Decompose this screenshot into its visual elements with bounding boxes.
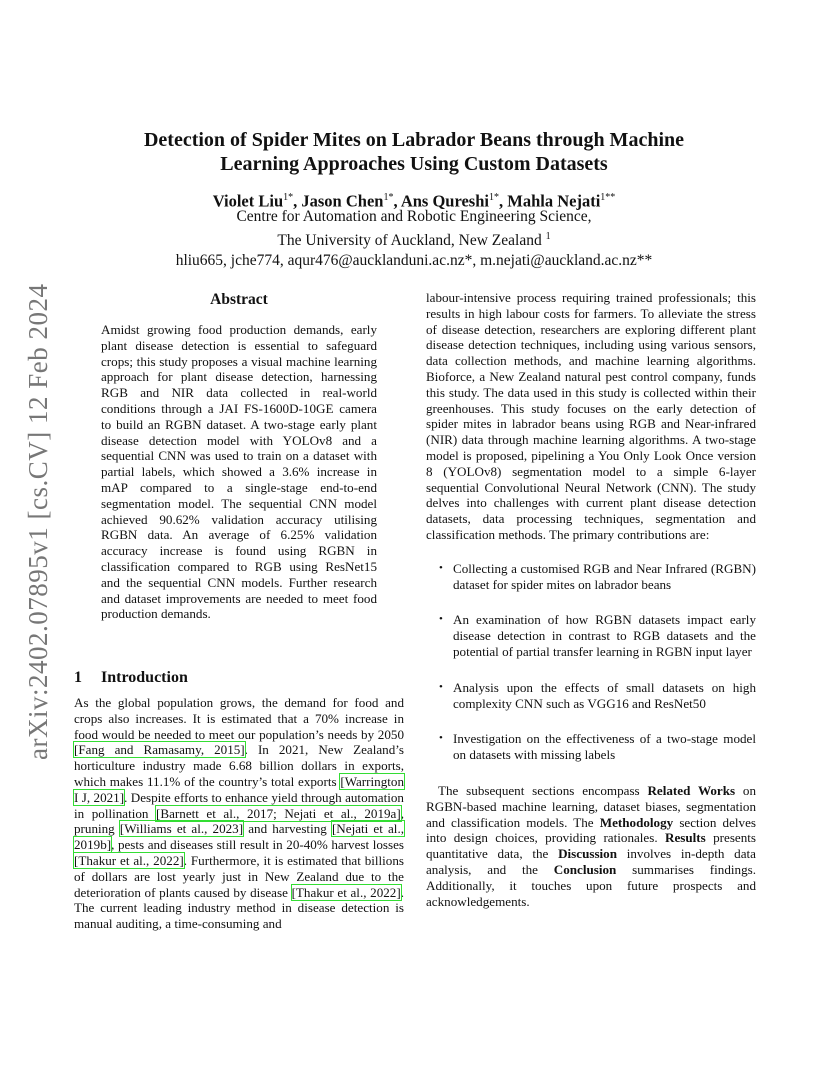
list-item: • Investigation on the effectiveness of a two-stage model on datasets with missing labels — [439, 731, 756, 763]
author-3: Ans Qureshi — [400, 191, 489, 211]
author-3-mark: 1* — [489, 192, 499, 203]
bullet-icon: • — [439, 732, 443, 745]
citation-link[interactable]: [Fang and Ramasamy, 2015] — [74, 742, 245, 758]
author-2: Jason Chen — [301, 191, 384, 211]
author-4-mark: 1** — [600, 192, 616, 203]
author-4: Mahla Nejati — [507, 191, 601, 211]
abstract-heading: Abstract — [210, 291, 268, 308]
bullet-icon: • — [439, 561, 443, 574]
title-line-1: Detection of Spider Mites on Labrador Beans through Machine — [143, 129, 684, 151]
introduction-heading — [74, 668, 404, 688]
list-item: • Collecting a customised RGB and Near Infrared (RGBN) dataset for spider mites on labrador beans — [439, 560, 756, 592]
list-item: • Analysis upon the effects of small datasets on high complexity CNN such as VGG16 and ResNet50 — [439, 679, 756, 711]
citation-link[interactable]: [Barnett et al., 2017; Nejati et al., 2019a] — [156, 805, 401, 821]
author-emails: hliu665, jche774, aqur476@aucklanduni.ac.nz*, m.nejati@auckland.ac.nz** — [175, 252, 653, 270]
citation-link[interactable]: [Warrington I J, 2021] — [74, 773, 404, 805]
affiliation — [90, 207, 738, 271]
author-list: Violet Liu$^{1*}$, Jason Chen$^{1*}$, Ans Qureshi$^{1*}$, Mahla Nejati$^{1**}$ — [212, 191, 616, 211]
abstract-text: Amidst growing food production demands, early plant disease detection is essential to safeguard crops; this study proposes a visual machine learning approach for plant disease detection, harnessing RGB and NIR data collected in real-world conditions through a JAI FS-1600D-10GE camera to build an RGBN dataset. A two-stage early plant disease detection model with YOLOv8 and a sequential CNN was used to train on a dataset with partial labels, which showed a 3.6% increase in mAP compared to a single-stage end-to-end segmentation model. The sequential CNN model achieved 90.62% validation accuracy utilising RGBN data. An average of 6.25% validation accuracy increase is found using RGBN in classification compared to RGB using ResNet15 and the sequential CNN models. Further research and dataset improvements are needed to meet food production demands. — [101, 322, 377, 622]
author-2-mark: 1* — [383, 192, 394, 203]
bullet-icon: • — [439, 680, 443, 693]
affiliation-line-1: Centre for Automation and Robotic Engineering Science, — [236, 208, 592, 225]
introduction-paragraph: As the global population grows, the demand for food and crops also increases. It is estimated that a 70% increase in food would be needed to meet our population’s needs by 2050 [Fang and Ramasamy, 2015]. In 2021, New Zealand’s horticulture industry made 6.68 billion dollars in exports, which makes 11.1% of the country’s total exports [Warrington I J, 2021]. Despite efforts to enhance yield through automation in pollination [Barnett et al., 2017; Nejati et al., 2019a], pruning [Williams et al., 2023] and harvesting [Nejati et al., 2019b], pests and diseases still result in 20-40% harvest losses [Thakur et al., 2022]. Furthermore, it is estimated that billions of dollars are lost yearly just in New Zealand due to the deterioration of plants caused by disease [Thakur et al., 2022]. The current leading industry method in disease detection is manual auditing, a time-consuming and — [74, 695, 404, 932]
author-1: Violet Liu — [212, 191, 284, 211]
left-column — [74, 290, 404, 622]
contributions-list — [426, 561, 756, 763]
right-column — [426, 290, 756, 909]
citation-link[interactable]: [Thakur et al., 2022] — [291, 884, 401, 900]
intro-continued-paragraph: labour-intensive process requiring trained professionals; this results in high labour costs for farmers. To alleviate the stress of disease detection, researchers are exploring different plant disease detection techniques, including using various sensors, data collection methods, and machine learning algorithms. Bioforce, a New Zealand natural pest control company, funds this study. The data used in this study is collected within their greenhouses. This study focuses on the early detection of spider mites in labrador beans using RGB and Near-infrared (NIR) data through machine learning algorithms. A two-stage model is proposed, pipelining a You Only Look Once version 8 (YOLOv8) segmentation model to a simple 6-layer sequential Convolutional Neural Network (CNN). The study delves into challenges with current plant disease detection datasets, data processing techniques, segmentation and classification methods. The primary contributions are: — [426, 290, 756, 542]
list-item: • An examination of how RGBN datasets impact early disease detection in contrast to RGB datasets and the potential of partial transfer learning in RGBN input layer — [439, 612, 756, 659]
citation-link[interactable]: [Williams et al., 2023] — [119, 821, 244, 837]
citation-link[interactable]: [Nejati et al., 2019b] — [74, 821, 404, 853]
section-number: 1 — [74, 669, 82, 686]
citation-link[interactable]: [Thakur et al., 2022] — [74, 852, 184, 868]
arxiv-stamp-text: arXiv:2402.07895v1 [cs.CV] 12 Feb 2024 — [23, 283, 53, 760]
affiliation-line-2: The University of Auckland, New Zealand $^1$ — [277, 231, 551, 250]
section-title: Introduction — [101, 669, 188, 686]
paper-title — [90, 128, 738, 176]
paper-outline-paragraph: The subsequent sections encompass Related Works on RGBN-based machine learning, dataset biases, segmentation and classification models. The Methodology section delves into design choices, providing rationales. Results presents quantitative data, the Discussion involves in-depth data analysis, and the Conclusion summarises findings. Additionally, it touches upon future prospects and acknowledgements. — [426, 782, 757, 909]
arxiv-stamp — [21, 283, 55, 760]
author-1-mark: 1* — [283, 192, 294, 203]
bullet-icon: • — [439, 613, 443, 626]
title-line-2: Learning Approaches Using Custom Datasets — [220, 153, 608, 175]
